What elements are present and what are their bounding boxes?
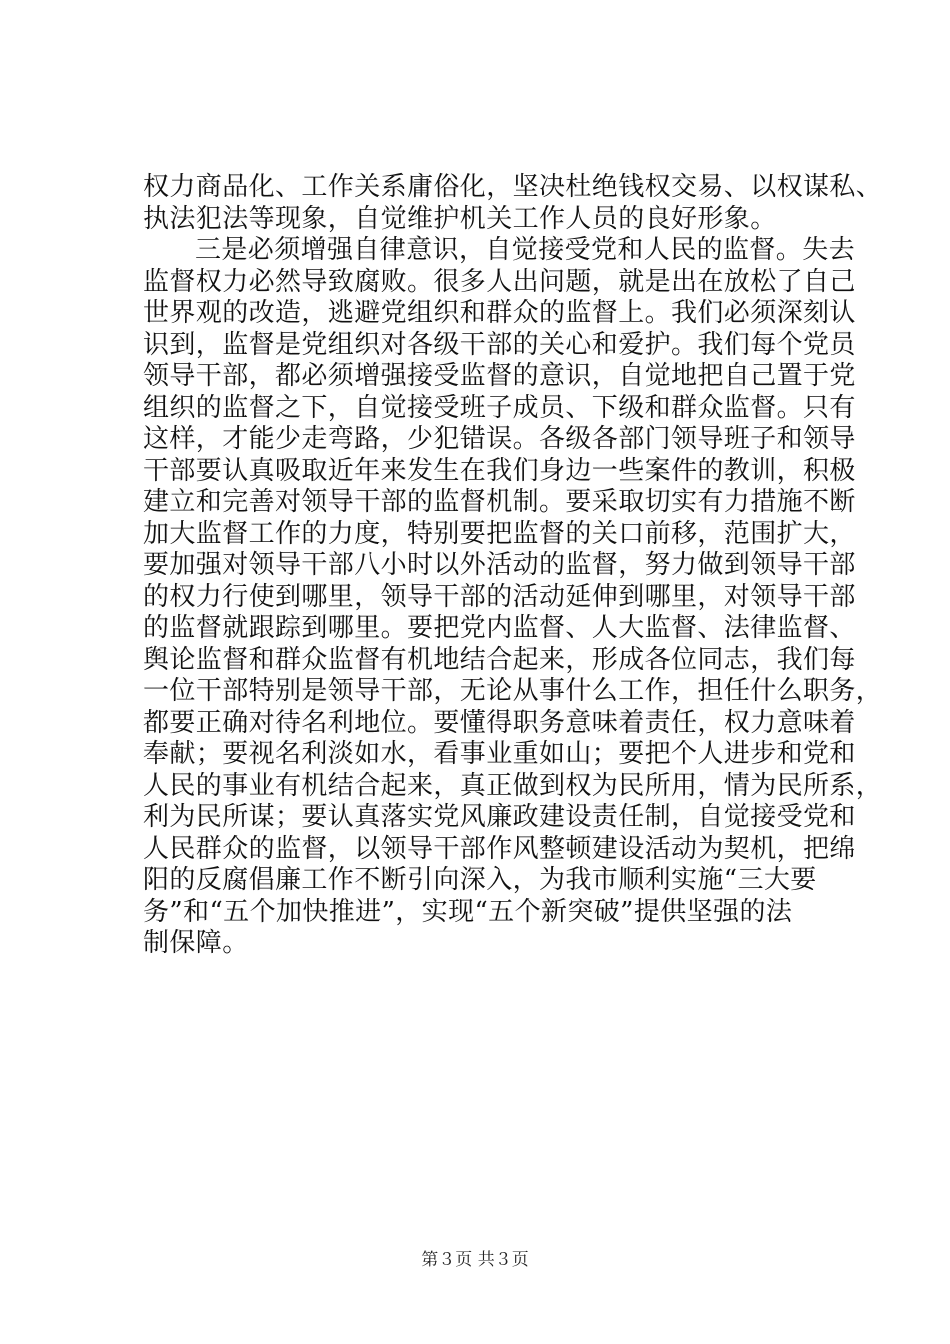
text-line: 的监督就跟踪到哪里。要把党内监督、人大监督、法律监督、 [143, 613, 856, 643]
text-line: 的权力行使到哪里，领导干部的活动延伸到哪里，对领导干部 [143, 581, 856, 612]
text-line: 干部要认真吸取近年来发生在我们身边一些案件的教训，积极 [143, 455, 856, 486]
text-line: 执法犯法等现象，自觉维护机关工作人员的良好形象。 [143, 203, 777, 234]
text-line: 人民的事业有机结合起来，真正做到权为民所用，情为民所系， [143, 770, 883, 801]
text-line: 舆论监督和群众监督有机地结合起来，形成各位同志，我们每 [143, 644, 856, 675]
text-line: 领导干部，都必须增强接受监督的意识，自觉地把自己置于党 [143, 361, 856, 391]
text-line: 组织的监督之下，自觉接受班子成员、下级和群众监督。只有 [143, 392, 856, 423]
text-line: 识到，监督是党组织对各级干部的关心和爱护。我们每个党员 [143, 329, 856, 360]
paragraph-first-line: 三是必须增强自律意识，自觉接受党和人民的监督。失去 [195, 235, 856, 265]
body-paragraphs [143, 172, 883, 960]
text-line: 奉献；要视名利淡如水，看事业重如山；要把个人进步和党和 [143, 739, 856, 769]
text-line: 一位干部特别是领导干部，无论从事什么工作，担任什么职务， [143, 676, 883, 706]
text-line: 加大监督工作的力度，特别要把监督的关口前移，范围扩大， [143, 518, 856, 549]
text-line: 人民群众的监督，以领导干部作风整顿建设活动为契机，把绵 [143, 833, 856, 864]
text-line: 监督权力必然导致腐败。很多人出问题，就是出在放松了自己 [143, 266, 856, 297]
text-line: 阳的反腐倡廉工作不断引向深入，为我市顺利实施“三大要 [143, 865, 817, 895]
page-number-footer: 第３页 共３页 [421, 1250, 529, 1270]
text-line: 权力商品化、工作关系庸俗化，坚决杜绝钱权交易、以权谋私、 [143, 172, 883, 202]
text-line: 要加强对领导干部八小时以外活动的监督，努力做到领导干部 [143, 550, 856, 580]
text-line: 都要正确对待名利地位。要懂得职务意味着责任，权力意味着 [143, 707, 856, 738]
text-line: 务”和“五个加快推进”，实现“五个新突破”提供坚强的法 [143, 896, 793, 927]
text-line: 世界观的改造，逃避党组织和群众的监督上。我们必须深刻认 [143, 298, 856, 328]
text-line: 利为民所谋；要认真落实党风廉政建设责任制，自觉接受党和 [143, 802, 856, 832]
text-line: 建立和完善对领导干部的监督机制。要采取切实有力措施不断 [143, 487, 856, 517]
text-line: 制保障。 [143, 928, 249, 958]
text-line: 这样，才能少走弯路，少犯错误。各级各部门领导班子和领导 [143, 424, 856, 454]
